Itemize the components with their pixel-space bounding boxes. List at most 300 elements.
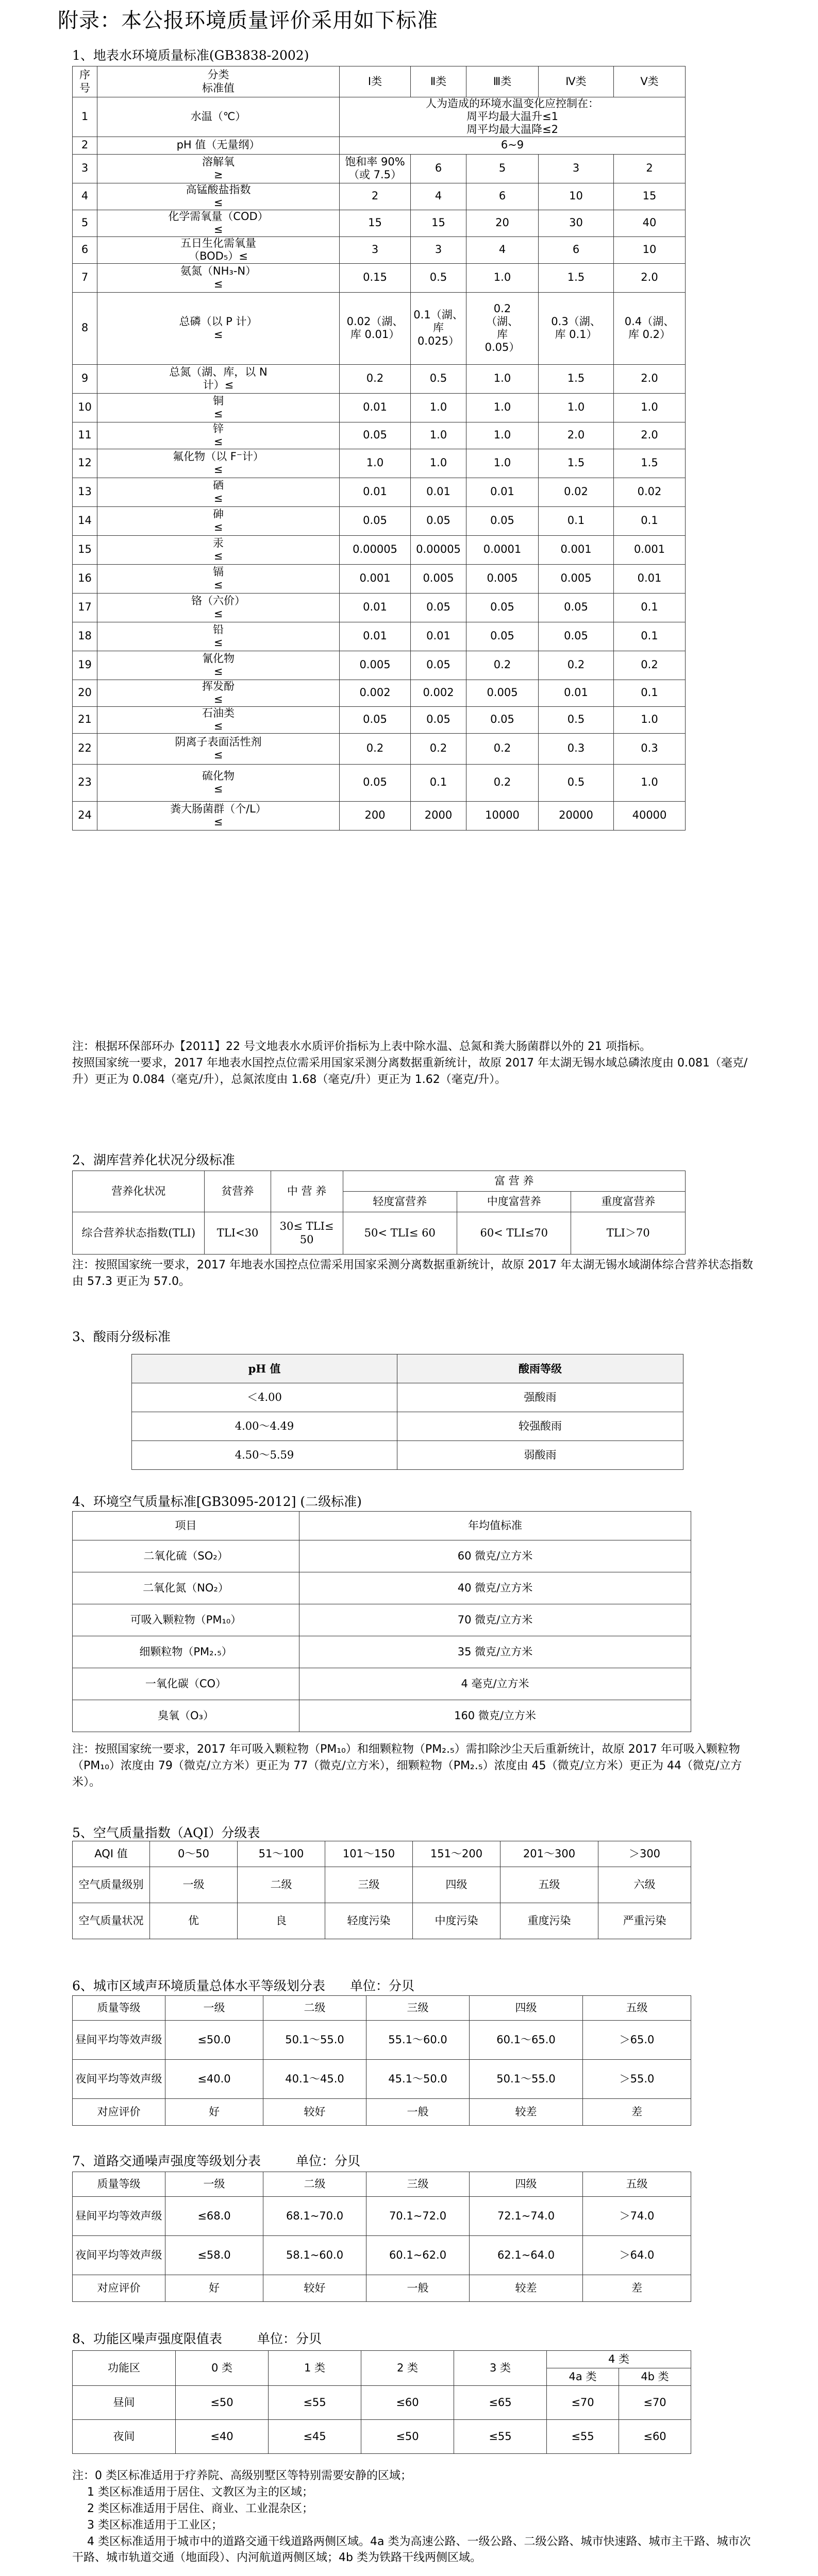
air-annual-limit: 4 毫克/立方米 [299, 1668, 691, 1700]
aqi-cell: 四级 [413, 1867, 500, 1903]
water-row-value: 0.02（湖、 库 0.01） [340, 292, 411, 364]
acid-rain-head-grade: 酸雨等级 [397, 1354, 683, 1383]
water-row-value: 0.01 [539, 680, 614, 706]
water-row-value: 0.05 [539, 622, 614, 651]
water-row-value: 200 [340, 801, 411, 830]
section-4-heading: 4、环境空气质量标准[GB3095-2012] (二级标准) [72, 1494, 362, 1509]
air-annual-limit: 160 微克/立方米 [299, 1700, 691, 1732]
zone-noise-cell: ≤55 [454, 2420, 547, 2454]
urban-noise-cell: 50.1～55.0 [263, 2021, 366, 2060]
water-row-value: 0.05 [539, 593, 614, 622]
zone-head-class4b: 4b 类 [619, 2368, 691, 2386]
water-row-value: 2.0 [539, 422, 614, 449]
water-row-value: 0.005 [340, 651, 411, 680]
traffic-noise-cell: 一般 [366, 2275, 470, 2302]
water-row-value: 0.05 [411, 651, 466, 680]
water-row-value: 1.0 [539, 393, 614, 422]
aqi-cell: 101～150 [325, 1841, 413, 1867]
trophic-head-oligotrophic: 贫营养 [205, 1171, 271, 1212]
traffic-noise-cell: 差 [583, 2275, 691, 2302]
section-8-title: 8、功能区噪声强度限值表 [72, 2331, 222, 2346]
water-row-value: 0.001 [340, 564, 411, 593]
water-row-value: 0.05 [340, 506, 411, 535]
aqi-cell: 0～50 [150, 1841, 238, 1867]
traffic-noise-label: 质量等级 [73, 2172, 165, 2197]
water-row-value: 0.05 [466, 622, 539, 651]
water-row-value: 20 [466, 210, 539, 236]
water-row-seq: 1 [73, 97, 97, 137]
urban-noise-cell: ＞65.0 [583, 2021, 691, 2060]
water-row-seq: 7 [73, 263, 97, 292]
section-6-heading [72, 1976, 414, 1994]
water-row-value: 0.02 [539, 478, 614, 506]
water-row-value: 0.5 [411, 263, 466, 292]
aqi-label: AQI 值 [73, 1841, 150, 1867]
urban-noise-cell: ≤40.0 [165, 2060, 263, 2099]
water-row-value: 0.05 [466, 593, 539, 622]
traffic-noise-cell: ＞74.0 [583, 2197, 691, 2236]
water-row-value: 0.01 [340, 622, 411, 651]
water-row-seq: 19 [73, 651, 97, 680]
aqi-cell: 三级 [325, 1867, 413, 1903]
urban-noise-label: 夜间平均等效声级 [73, 2060, 165, 2099]
water-row-value: 10 [539, 183, 614, 210]
water-row-value: 0.01 [340, 593, 411, 622]
traffic-noise-cell: 62.1~64.0 [470, 2236, 583, 2275]
section-4-note: 注：按照国家统一要求，2017 年可吸入颗粒物（PM₁₀）和细颗粒物（PM₂.₅）需扣除沙尘天后重新统计，故原 2017 年可吸入颗粒物（PM₁₀）浓度由 79（微克/立方米）更正为 77（微克/立方米），细颗粒物（PM₂.₅）浓度由 45（微克/立方米）更正为 44（微克/立方米）。 [72, 1743, 742, 1789]
water-row-value: 1.0 [466, 364, 539, 393]
water-row-indicator: 铬（六价） ≤ [97, 593, 340, 622]
water-row-indicator: 锌 ≤ [97, 422, 340, 449]
water-row-indicator: 氨氮（NH₃-N） ≤ [97, 263, 340, 292]
water-row-value: 1.5 [539, 364, 614, 393]
water-row-seq: 14 [73, 506, 97, 535]
aqi-label: 空气质量级别 [73, 1867, 150, 1903]
water-row-value: 0.05 [340, 422, 411, 449]
urban-noise-cell: 差 [583, 2099, 691, 2126]
water-row-value: 2 [614, 154, 686, 183]
water-row-value: 0.05 [411, 593, 466, 622]
water-row-value: 0.2 [466, 651, 539, 680]
water-row-value: 0.2 [411, 733, 466, 764]
air-annual-limit: 60 微克/立方米 [299, 1540, 691, 1572]
water-row-value: 1.0 [411, 449, 466, 478]
water-row-indicator: 石油类 ≤ [97, 706, 340, 733]
water-head-seq: 序 号 [73, 66, 97, 97]
water-row-seq: 6 [73, 236, 97, 263]
traffic-noise-label: 对应评价 [73, 2275, 165, 2302]
section-7-title: 7、道路交通噪声强度等级划分表 [72, 2154, 261, 2168]
urban-noise-cell: 40.1～45.0 [263, 2060, 366, 2099]
air-pollutant: 二氧化氮（NO₂） [73, 1572, 299, 1604]
water-head-class-1: Ⅰ类 [340, 66, 411, 97]
water-row-value: 0.2 [340, 733, 411, 764]
aqi-cell: ＞300 [598, 1841, 691, 1867]
water-row-seq: 17 [73, 593, 97, 622]
water-row-value: 1.5 [539, 263, 614, 292]
water-row-value: 0.0001 [466, 535, 539, 564]
urban-noise-cell: 好 [165, 2099, 263, 2126]
water-row-value: 4 [411, 183, 466, 210]
trophic-head-light: 轻度富营养 [343, 1192, 457, 1212]
water-row-seq: 13 [73, 478, 97, 506]
water-row-value: 1.0 [466, 422, 539, 449]
urban-noise-cell: ≤50.0 [165, 2021, 263, 2060]
section-8-note: 2 类区标准适用于居住、商业、工业混杂区； [72, 2502, 313, 2515]
urban-noise-cell: 三级 [366, 1996, 470, 2021]
water-row-seq: 2 [73, 137, 97, 154]
water-row-value: 4 [466, 236, 539, 263]
urban-noise-cell: 一般 [366, 2099, 470, 2126]
water-row-value: 0.005 [466, 564, 539, 593]
urban-noise-label: 质量等级 [73, 1996, 165, 2021]
water-row-indicator: 硫化物 ≤ [97, 764, 340, 801]
zone-noise-label: 夜间 [73, 2420, 176, 2454]
water-row-value: 40 [614, 210, 686, 236]
water-row-value: 0.01 [340, 393, 411, 422]
water-row-value: 0.05 [466, 506, 539, 535]
zone-head-class4: 4 类 [547, 2351, 691, 2368]
water-row-indicator: 溶解氧 ≥ [97, 154, 340, 183]
water-row-indicator: 汞 ≤ [97, 535, 340, 564]
water-row-value: 2.0 [614, 364, 686, 393]
traffic-noise-cell: ≤68.0 [165, 2197, 263, 2236]
water-row-indicator: 镉 ≤ [97, 564, 340, 593]
water-row-value: 0.005 [466, 680, 539, 706]
aqi-cell: 优 [150, 1903, 238, 1939]
traffic-noise-cell: 较好 [263, 2275, 366, 2302]
water-row-value: 0.3 [614, 733, 686, 764]
trophic-cell: TLI<30 [205, 1212, 271, 1255]
water-row-value: 0.3 [539, 733, 614, 764]
water-row-indicator: 化学需氧量（COD） ≤ [97, 210, 340, 236]
aqi-cell: 轻度污染 [325, 1903, 413, 1939]
water-row-value: 0.5 [539, 764, 614, 801]
section-5-heading: 5、空气质量指数（AQI）分级表 [72, 1825, 260, 1840]
water-row-value: 0.001 [614, 535, 686, 564]
zone-head-class3: 3 类 [454, 2351, 547, 2386]
acid-rain-grade: 强酸雨 [397, 1383, 683, 1412]
water-row-value: 15 [340, 210, 411, 236]
air-head-annual: 年均值标准 [299, 1512, 691, 1540]
water-row-value: 0.05 [411, 706, 466, 733]
zone-head-class1: 1 类 [269, 2351, 361, 2386]
section-8-heading [72, 2329, 322, 2347]
water-head-category: 分类 标准值 [97, 66, 340, 97]
water-row-indicator: 铜 ≤ [97, 393, 340, 422]
water-row-seq: 11 [73, 422, 97, 449]
water-row-value: 0.05 [411, 506, 466, 535]
urban-noise-cell: 50.1～55.0 [470, 2060, 583, 2099]
section-7-heading [72, 2151, 360, 2170]
section-8-notes [72, 2468, 753, 2566]
trophic-head-status: 营养化状况 [73, 1171, 205, 1212]
water-row-indicator: 阴离子表面活性剂 ≤ [97, 733, 340, 764]
urban-noise-cell: ＞55.0 [583, 2060, 691, 2099]
zone-noise-cell: ≤70 [547, 2386, 619, 2420]
water-row-value: 2 [340, 183, 411, 210]
section-3-heading: 3、酸雨分级标准 [72, 1329, 171, 1344]
water-row-value: 0.05 [340, 706, 411, 733]
acid-rain-grade: 较强酸雨 [397, 1412, 683, 1441]
acid-rain-ph: 4.50～5.59 [132, 1441, 397, 1470]
water-row-value: 2000 [411, 801, 466, 830]
water-row-value: 0.01 [411, 622, 466, 651]
aqi-cell: 严重污染 [598, 1903, 691, 1939]
water-row-value: 1.0 [411, 422, 466, 449]
section-8-note: 4 类区标准适用于城市中的道路交通干线道路两侧区域。4a 类为高速公路、一级公路、二级公路、城市快速路、城市主干路、城市次干路、城市轨道交通（地面段）、内河航道两侧区域；4b 类为铁路干线两侧区域。 [72, 2535, 751, 2565]
section-7-unit: 单位：分贝 [295, 2154, 360, 2168]
traffic-noise-cell: 68.1~70.0 [263, 2197, 366, 2236]
acid-rain-grade: 弱酸雨 [397, 1441, 683, 1470]
urban-noise-label: 昼间平均等效声级 [73, 2021, 165, 2060]
water-row-indicator: 挥发酚 ≤ [97, 680, 340, 706]
appendix-title: 附录：本公报环境质量评价采用如下标准 [58, 9, 438, 32]
section-6-title: 6、城市区域声环境质量总体水平等级划分表 [72, 1978, 325, 1993]
water-row-value: 0.002 [411, 680, 466, 706]
water-row-value: 0.01 [340, 478, 411, 506]
water-row-value: 0.1 [539, 506, 614, 535]
water-row-indicator: 氟化物（以 F⁻计） ≤ [97, 449, 340, 478]
urban-noise-cell: 二级 [263, 1996, 366, 2021]
aqi-grade-table [72, 1841, 691, 1939]
water-row-value: 0.2 [466, 733, 539, 764]
water-row-seq: 21 [73, 706, 97, 733]
urban-noise-cell: 五级 [583, 1996, 691, 2021]
urban-noise-cell: 较好 [263, 2099, 366, 2126]
zone-noise-cell: ≤65 [454, 2386, 547, 2420]
water-row-value: 0.1 [614, 680, 686, 706]
traffic-noise-cell: ＞64.0 [583, 2236, 691, 2275]
traffic-noise-cell: 二级 [263, 2172, 366, 2197]
water-row-seq: 16 [73, 564, 97, 593]
water-row-seq: 4 [73, 183, 97, 210]
water-row-seq: 9 [73, 364, 97, 393]
water-row-value: 1.0 [466, 393, 539, 422]
water-row-seq: 23 [73, 764, 97, 801]
water-row-value: 0.001 [539, 535, 614, 564]
water-row-value: 0.005 [539, 564, 614, 593]
water-row-value: 1.0 [614, 764, 686, 801]
water-row-value: 1.0 [340, 449, 411, 478]
water-row-value: 1.0 [614, 393, 686, 422]
lake-trophic-status-table [72, 1171, 686, 1255]
water-row-value: 0.1 [614, 622, 686, 651]
water-row-value: 1.0 [466, 449, 539, 478]
aqi-cell: 五级 [500, 1867, 598, 1903]
water-row-value: 0.3（湖、 库 0.1） [539, 292, 614, 364]
zone-noise-cell: ≤55 [547, 2420, 619, 2454]
traffic-noise-cell: 60.1~62.0 [366, 2236, 470, 2275]
water-row-seq: 12 [73, 449, 97, 478]
water-row-seq: 15 [73, 535, 97, 564]
zone-head-class2: 2 类 [361, 2351, 454, 2386]
water-row-indicator: 铅 ≤ [97, 622, 340, 651]
traffic-noise-cell: 72.1~74.0 [470, 2197, 583, 2236]
water-row-value: 0.02 [614, 478, 686, 506]
water-row-value: 1.5 [539, 449, 614, 478]
water-row-value: 0.5 [411, 364, 466, 393]
water-row-seq: 10 [73, 393, 97, 422]
section-8-unit: 单位：分贝 [257, 2331, 322, 2346]
water-row-value: 0.15 [340, 263, 411, 292]
acid-rain-ph: 4.00～4.49 [132, 1412, 397, 1441]
water-row-value: 40000 [614, 801, 686, 830]
aqi-label: 空气质量状况 [73, 1903, 150, 1939]
water-row-value: 20000 [539, 801, 614, 830]
water-row-value: 0.1（湖、 库 0.025） [411, 292, 466, 364]
water-row-indicator: 硒 ≤ [97, 478, 340, 506]
aqi-cell: 201～300 [500, 1841, 598, 1867]
aqi-cell: 151～200 [413, 1841, 500, 1867]
traffic-noise-cell: 一级 [165, 2172, 263, 2197]
urban-noise-cell: 四级 [470, 1996, 583, 2021]
water-row-value: 3 [411, 236, 466, 263]
water-row-value: 10000 [466, 801, 539, 830]
urban-noise-cell: 60.1～65.0 [470, 2021, 583, 2060]
air-pollutant: 臭氧（O₃） [73, 1700, 299, 1732]
water-row-value: 0.2 [466, 764, 539, 801]
traffic-noise-cell: 五级 [583, 2172, 691, 2197]
traffic-noise-cell: 58.1~60.0 [263, 2236, 366, 2275]
water-row-value: 0.2 [340, 364, 411, 393]
water-row-merged-value: 人为造成的环境水温变化应控制在： 周平均最大温升≤1 周平均最大温降≤2 [340, 97, 686, 137]
urban-noise-label: 对应评价 [73, 2099, 165, 2126]
trophic-cell: 30≤ TLI≤ 50 [271, 1212, 343, 1255]
trophic-head-heavy: 重度富营养 [571, 1192, 686, 1212]
water-row-value: 1.0 [614, 706, 686, 733]
zone-noise-cell: ≤70 [619, 2386, 691, 2420]
trophic-cell: 60< TLI≤70 [457, 1212, 571, 1255]
air-head-item: 项目 [73, 1512, 299, 1540]
zone-noise-cell: ≤50 [176, 2386, 269, 2420]
zone-head-class4a: 4a 类 [547, 2368, 619, 2386]
traffic-noise-cell: 70.1~72.0 [366, 2197, 470, 2236]
water-row-value: 0.005 [411, 564, 466, 593]
water-row-value: 30 [539, 210, 614, 236]
water-row-value: 1.5 [614, 449, 686, 478]
section-8-note: 3 类区标准适用于工业区； [72, 2518, 223, 2532]
section-8-note: 注：0 类区标准适用于疗养院、高级别墅区等特别需要安静的区域； [72, 2469, 412, 2482]
water-row-value: 6 [539, 236, 614, 263]
section-6-unit: 单位：分贝 [349, 1978, 414, 1993]
air-pollutant: 细颗粒物（PM₂.₅） [73, 1636, 299, 1668]
surface-water-standard-table [72, 66, 686, 831]
water-row-seq: 22 [73, 733, 97, 764]
water-row-value: 0.00005 [411, 535, 466, 564]
aqi-cell: 重度污染 [500, 1903, 598, 1939]
traffic-noise-grade-table [72, 2172, 691, 2302]
traffic-noise-label: 昼间平均等效声级 [73, 2197, 165, 2236]
water-row-value: 15 [614, 183, 686, 210]
water-row-merged-value: 6~9 [340, 137, 686, 154]
section-1-note: 注：根据环保部环办【2011】22 号文地表水水质评价指标为上表中除水温、总氮和粪大肠菌群以外的 21 项指标。 [72, 1040, 651, 1053]
water-row-value: 0.1 [614, 593, 686, 622]
water-row-value: 0.01 [411, 478, 466, 506]
water-row-value: 10 [614, 236, 686, 263]
water-row-value: 0.01 [466, 478, 539, 506]
zone-noise-cell: ≤60 [361, 2386, 454, 2420]
section-2-note: 注：按照国家统一要求，2017 年地表水国控点位需采用国家采测分离数据重新统计，故原 2017 年太湖无锡水域湖体综合营养状态指数由 57.3 更正为 57.0。 [72, 1259, 753, 1288]
urban-noise-grade-table [72, 1995, 691, 2126]
ambient-air-standard-table [72, 1511, 691, 1732]
air-annual-limit: 70 微克/立方米 [299, 1604, 691, 1636]
section-2-heading: 2、湖库营养化状况分级标准 [72, 1153, 235, 1167]
urban-noise-cell: 55.1～60.0 [366, 2021, 470, 2060]
water-row-value: 0.1 [614, 506, 686, 535]
zone-noise-cell: ≤45 [269, 2420, 361, 2454]
water-row-indicator: 砷 ≤ [97, 506, 340, 535]
zone-head-area: 功能区 [73, 2351, 176, 2386]
water-row-indicator: 五日生化需氧量 （BOD₅）≤ [97, 236, 340, 263]
water-row-indicator: pH 值（无量纲） [97, 137, 340, 154]
aqi-cell: 一级 [150, 1867, 238, 1903]
water-row-value: 2.0 [614, 422, 686, 449]
water-row-indicator: 粪大肠菌群（个/L） ≤ [97, 801, 340, 830]
aqi-cell: 中度污染 [413, 1903, 500, 1939]
water-row-seq: 20 [73, 680, 97, 706]
acid-rain-ph: ＜4.00 [132, 1383, 397, 1412]
water-row-value: 0.2 （湖、 库 0.05） [466, 292, 539, 364]
traffic-noise-label: 夜间平均等效声级 [73, 2236, 165, 2275]
zone-noise-cell: ≤40 [176, 2420, 269, 2454]
urban-noise-cell: 一级 [165, 1996, 263, 2021]
acid-rain-grade-table [131, 1354, 683, 1470]
water-row-seq: 18 [73, 622, 97, 651]
water-row-value: 1.0 [411, 393, 466, 422]
water-row-value: 3 [340, 236, 411, 263]
water-row-indicator: 总磷（以 P 计） ≤ [97, 292, 340, 364]
water-row-seq: 8 [73, 292, 97, 364]
water-row-value: 6 [411, 154, 466, 183]
traffic-noise-cell: 好 [165, 2275, 263, 2302]
trophic-cell: 50< TLI≤ 60 [343, 1212, 457, 1255]
water-row-value: 0.2 [539, 651, 614, 680]
trophic-row-label: 综合营养状态指数(TLI) [73, 1212, 205, 1255]
water-row-value: 0.002 [340, 680, 411, 706]
traffic-noise-cell: 四级 [470, 2172, 583, 2197]
zone-noise-label: 昼间 [73, 2386, 176, 2420]
air-pollutant: 一氧化碳（CO） [73, 1668, 299, 1700]
water-row-value: 0.1 [411, 764, 466, 801]
section-1-notes [72, 1039, 758, 1088]
air-pollutant: 可吸入颗粒物（PM₁₀） [73, 1604, 299, 1636]
water-row-value: 5 [466, 154, 539, 183]
water-head-class-2: Ⅱ类 [411, 66, 466, 97]
water-head-class-5: Ⅴ类 [614, 66, 686, 97]
trophic-head-mesotrophic: 中 营 养 [271, 1171, 343, 1212]
zone-noise-cell: ≤50 [361, 2420, 454, 2454]
water-row-value: 饱和率 90% （或 7.5） [340, 154, 411, 183]
water-row-value: 0.4（湖、 库 0.2） [614, 292, 686, 364]
trophic-cell: TLI＞70 [571, 1212, 686, 1255]
functional-zone-noise-table [72, 2350, 691, 2454]
water-row-value: 0.5 [539, 706, 614, 733]
water-row-value: 6 [466, 183, 539, 210]
air-annual-limit: 35 微克/立方米 [299, 1636, 691, 1668]
water-row-value: 0.01 [614, 564, 686, 593]
water-row-value: 1.0 [466, 263, 539, 292]
water-row-value: 3 [539, 154, 614, 183]
water-head-class-4: Ⅳ类 [539, 66, 614, 97]
acid-rain-head-ph: pH 值 [132, 1354, 397, 1383]
urban-noise-cell: 较差 [470, 2099, 583, 2126]
urban-noise-cell: 45.1～50.0 [366, 2060, 470, 2099]
air-annual-limit: 40 微克/立方米 [299, 1572, 691, 1604]
water-head-class-3: Ⅲ类 [466, 66, 539, 97]
aqi-cell: 良 [238, 1903, 325, 1939]
traffic-noise-cell: 较差 [470, 2275, 583, 2302]
